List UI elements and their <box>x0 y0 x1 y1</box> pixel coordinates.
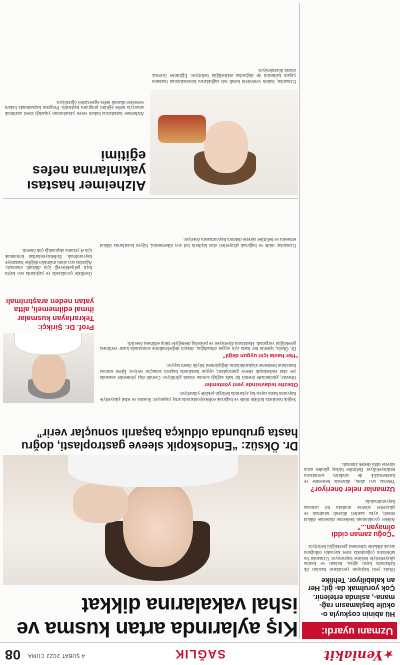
feature-body-2: Uzmanlar, bakım verenlerin kendi ruh sağlıklarını korumalarının hastanın yaşam kalitesini de doğrudan etkilediğini belirtiyor. Eğitimler ücretsiz olarak düzenleniyor. <box>152 66 296 83</box>
photo-face <box>123 482 193 567</box>
interview-body-1: Obezite, günümüzde önemli bir halk sağlığı sorunu olarak görülüyor. Cerrahi dışı yöntemler arasında yer alan endoskopik sleeve gastroplasti, uygun hastalarda başarılı sonuçlar veriyor. İşlem sonrası hastaların beslenme alışkanlıklarını değiştirmesi büyük önem taşıyor. <box>100 362 296 379</box>
interview-question-2: “Her hasta için uygun değil” <box>222 352 298 359</box>
feature-body-1: Alzheimer hastalarına bakım veren yakınlarının yaşadığı stresi azaltmak amacıyla nefes eğitimi programı başlatıldı. Program kapsamında bakım verenlere düzenli nefes egzersizleri öğretiliyor. <box>5 98 144 115</box>
expert-subheading-2: Uzmanlar neler öneriyor? <box>310 484 395 492</box>
brand-name: Yeniakit <box>323 647 384 662</box>
expert-title: Uzmanı uyardı: <box>302 622 397 639</box>
main-headline: Kış aylarında artan kusma ve ishal vakalarına dikkat <box>16 593 298 640</box>
prof-coat <box>14 333 82 355</box>
prof-face <box>32 353 66 393</box>
expert-body-2: Aileler çocuklarının beslenme düzenine dikkat etmeli, uyku saatleri düzenli tutulmalı ve şikayetler sürerse mutlaka bir uzmana başvurulmalıdır. <box>304 498 395 521</box>
page-number: 08 <box>5 647 21 663</box>
interview-body-2: Dr. Öksüz, işlemin her hasta için uygun olmadığını, detaylı değerlendirme sonrasında karar verilmesi gerektiğini vurguladı. Hastaların diyetisyen ve psikolog desteğiyle takip edilmesi önerildi. <box>100 339 296 351</box>
professor-caption: Prof. Dr. Şirikçi: Tekrarlayan kusmalar ihmal edilmemeli, altta yatan neden araştırılmalı <box>6 296 94 332</box>
expert-deck: Hü abinin coşkuyla o- oküle başlamasın rağ- mana-, aslında ertelenir. Çok yorulmak da- ğıl; Her an kalabiliyor. Tehlike <box>307 575 395 619</box>
feature-headline: Alzheimer hastası yakınlarına nefes eğitimi <box>26 148 146 194</box>
section-divider <box>3 198 298 199</box>
photo-shirt <box>68 455 238 487</box>
issue-date: 4 ŞUBAT 2022 CUMA <box>28 652 86 658</box>
feature-food <box>158 115 206 143</box>
main-photo <box>3 455 298 585</box>
expert-column <box>302 4 397 639</box>
main-body-wrap <box>98 234 298 249</box>
feature-face <box>204 121 248 173</box>
star-icon: ★ <box>385 648 394 659</box>
interview-intro: Soğuk havalarla birlikte mide ve bağırsak enfeksiyonlarında artış yaşanıyor. Kusma ve ishal şikayetiyle başvuran hasta sayısı kış aylarında belirgin şekilde yükseliyor. <box>100 390 296 401</box>
professor-body: Özellikle çocuklarda ve yaşlılarda sıvı kaybı hızlı gelişebileceği için dikkatli olunmalı. Ağızdan sıvı alımı mümkün değilse hastaneye başvurulmalı. Enfeksiyonlardan korunmak için el yıkama alışkanlığı çok önemli. <box>5 247 92 275</box>
feature-photo <box>150 90 298 195</box>
professor-body-wrap <box>3 244 94 277</box>
interview-question-1: Obezite tedavisinde yeni yöntemler <box>204 380 298 387</box>
page-header <box>0 642 400 665</box>
professor-photo <box>3 333 94 403</box>
column-divider <box>299 3 300 639</box>
section-title: SAĞLIK <box>174 647 226 661</box>
feature-body-wrap <box>3 96 146 117</box>
expert-body-1: Okula yeni başlayan çocukların bazıları ilk haftalarda karın ağrısı, bulantı ve kusma şikayetleriyle hekime başvuruyor. Uzmanlar bu tabloların çoğunlukla stres kaynaklı olduğunu ancak dikkatle izlenmesi gerektiğini belirtiyor. <box>304 543 395 572</box>
feature-body-wrap-2 <box>150 64 298 85</box>
interview-block <box>98 253 298 403</box>
main-body-3: Uzmanlar, mide ve bağırsak şikayetleri olan kişilerin bol sıvı tüketmesini, hijyen kurallarına dikkat etmesini ve belirtiler sürerse doktora başvurmasını öneriyor. <box>100 236 296 247</box>
secondary-headline: Dr. Öksüz: “Endoskopik sleeve gastroplasti, doğru hasta grubunda oldukça başarılı sonuçlar verir” <box>21 426 298 451</box>
expert-body-3: Yetersiz sıvı alımı, düzensiz beslenme ve hareketsizlik de sindirim sorunlarını tetikleyebiliyor. Belirtiler birkaç günden uzun sürerse tıbbi destek alınmalı. <box>304 460 395 483</box>
expert-subheading-1: “Çoğu zaman ciddi olmayan...” <box>331 522 395 537</box>
photo-hand <box>73 483 128 523</box>
